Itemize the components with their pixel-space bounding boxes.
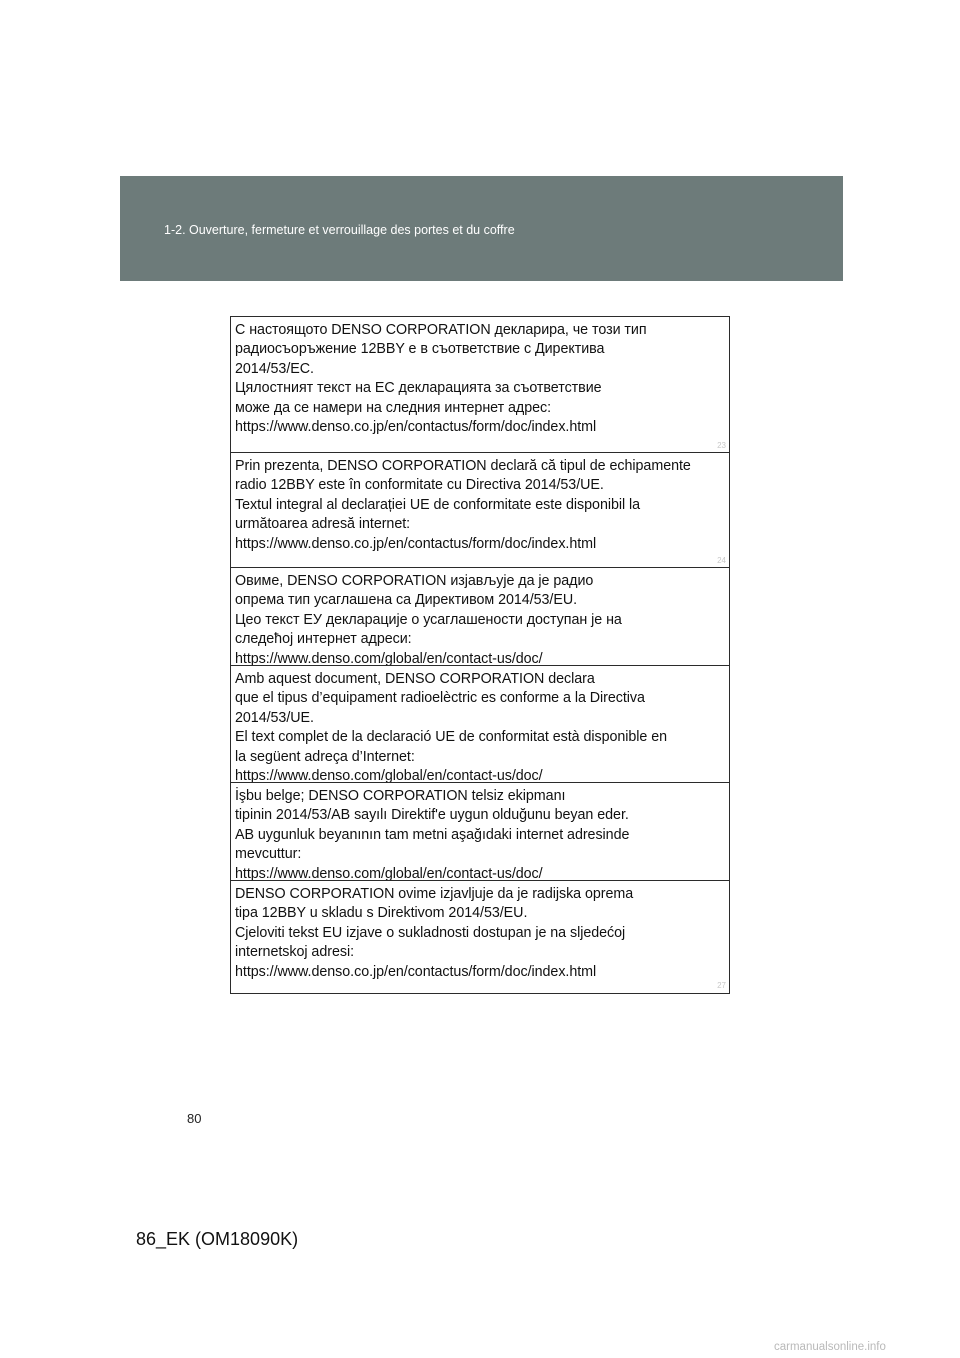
declaration-croatian xyxy=(231,880,729,993)
declaration-url: https://www.denso.com/global/en/contact-us/doc/ xyxy=(235,865,543,882)
declaration-line: la següent adreça d’Internet: xyxy=(235,748,415,765)
page-number: 80 xyxy=(187,1111,202,1126)
declaration-line: С настоящото DENSO CORPORATION декларира, че този тип xyxy=(235,322,647,338)
declaration-url: https://www.denso.com/global/en/contact-us/doc/ xyxy=(235,650,543,667)
declaration-line: următoarea adresă internet: xyxy=(235,516,411,533)
declaration-line: tipinin 2014/53/AB sayılı Direktif'e uygun olduğunu beyan eder. xyxy=(235,807,629,824)
declaration-turkish xyxy=(231,782,729,880)
declaration-url: https://www.denso.co.jp/en/contactus/form/doc/index.html xyxy=(235,963,597,980)
declaration-line: 2014/53/UE. xyxy=(235,709,314,726)
declaration-serbian xyxy=(231,567,729,665)
declaration-bulgarian xyxy=(231,317,729,452)
declaration-line: радиосъоръжение 12BBY е в съответствие с Директива xyxy=(235,341,605,358)
declaration-line: tipa 12BBY u skladu s Direktivom 2014/53/EU. xyxy=(235,905,528,922)
declaration-line: Овиме, DENSO CORPORATION изјављује да је радио xyxy=(235,573,594,589)
declaration-line: Textul integral al declarației UE de conformitate este disponibil la xyxy=(235,496,641,513)
declaration-line: Amb aquest document, DENSO CORPORATION declara xyxy=(235,671,595,687)
declaration-number: 24 xyxy=(717,556,726,565)
declaration-line: следећој интернет адреси: xyxy=(235,631,412,648)
declaration-line: Цялостният текст на ЕС декларацията за съответствие xyxy=(235,380,602,397)
section-header-band xyxy=(120,176,843,281)
declaration-line: que el tipus d’equipament radioelèctric es conforme a la Directiva xyxy=(235,690,645,707)
declaration-url: https://www.denso.co.jp/en/contactus/form/doc/index.html xyxy=(235,535,597,552)
declaration-url: https://www.denso.com/global/en/contact-us/doc/ xyxy=(235,768,543,785)
declaration-romanian xyxy=(231,452,729,567)
declaration-line: Prin prezenta, DENSO CORPORATION declară că tipul de echipamente xyxy=(235,458,691,474)
declaration-line: Cjeloviti tekst EU izjave o sukladnosti dostupan je na sljedećoj xyxy=(235,924,626,941)
declaration-line: 2014/53/ЕС. xyxy=(235,360,314,377)
declaration-line: radio 12BBY este în conformitate cu Directiva 2014/53/UE. xyxy=(235,477,604,494)
declaration-number: 27 xyxy=(717,981,726,990)
declaration-table xyxy=(230,316,730,994)
declaration-line: опрема тип усаглашена са Директивом 2014/53/EU. xyxy=(235,592,578,609)
declaration-line: İşbu belge; DENSO CORPORATION telsiz ekipmanı xyxy=(235,788,566,804)
declaration-url: https://www.denso.co.jp/en/contactus/form/doc/index.html xyxy=(235,419,597,436)
declaration-line: DENSO CORPORATION ovime izjavljuje da je radijska oprema xyxy=(235,886,634,902)
section-title: 1-2. Ouverture, fermeture et verrouillage des portes et du coffre xyxy=(164,223,515,237)
declaration-line: може да се намери на следния интернет адрес: xyxy=(235,399,552,416)
watermark: carmanualsonline.info xyxy=(774,1341,886,1353)
declaration-number: 23 xyxy=(717,441,726,450)
declaration-line: Цео текст ЕУ декларације о усаглашености доступан је на xyxy=(235,611,622,628)
declaration-line: mevcuttur: xyxy=(235,846,302,863)
document-code: 86_EK (OM18090K) xyxy=(136,1229,299,1249)
declaration-line: El text complet de la declaració UE de conformitat està disponible en xyxy=(235,729,668,746)
declaration-catalan xyxy=(231,665,729,785)
declaration-line: internetskoj adresi: xyxy=(235,944,354,961)
declaration-line: AB uygunluk beyanının tam metni aşağıdaki internet adresinde xyxy=(235,826,630,843)
